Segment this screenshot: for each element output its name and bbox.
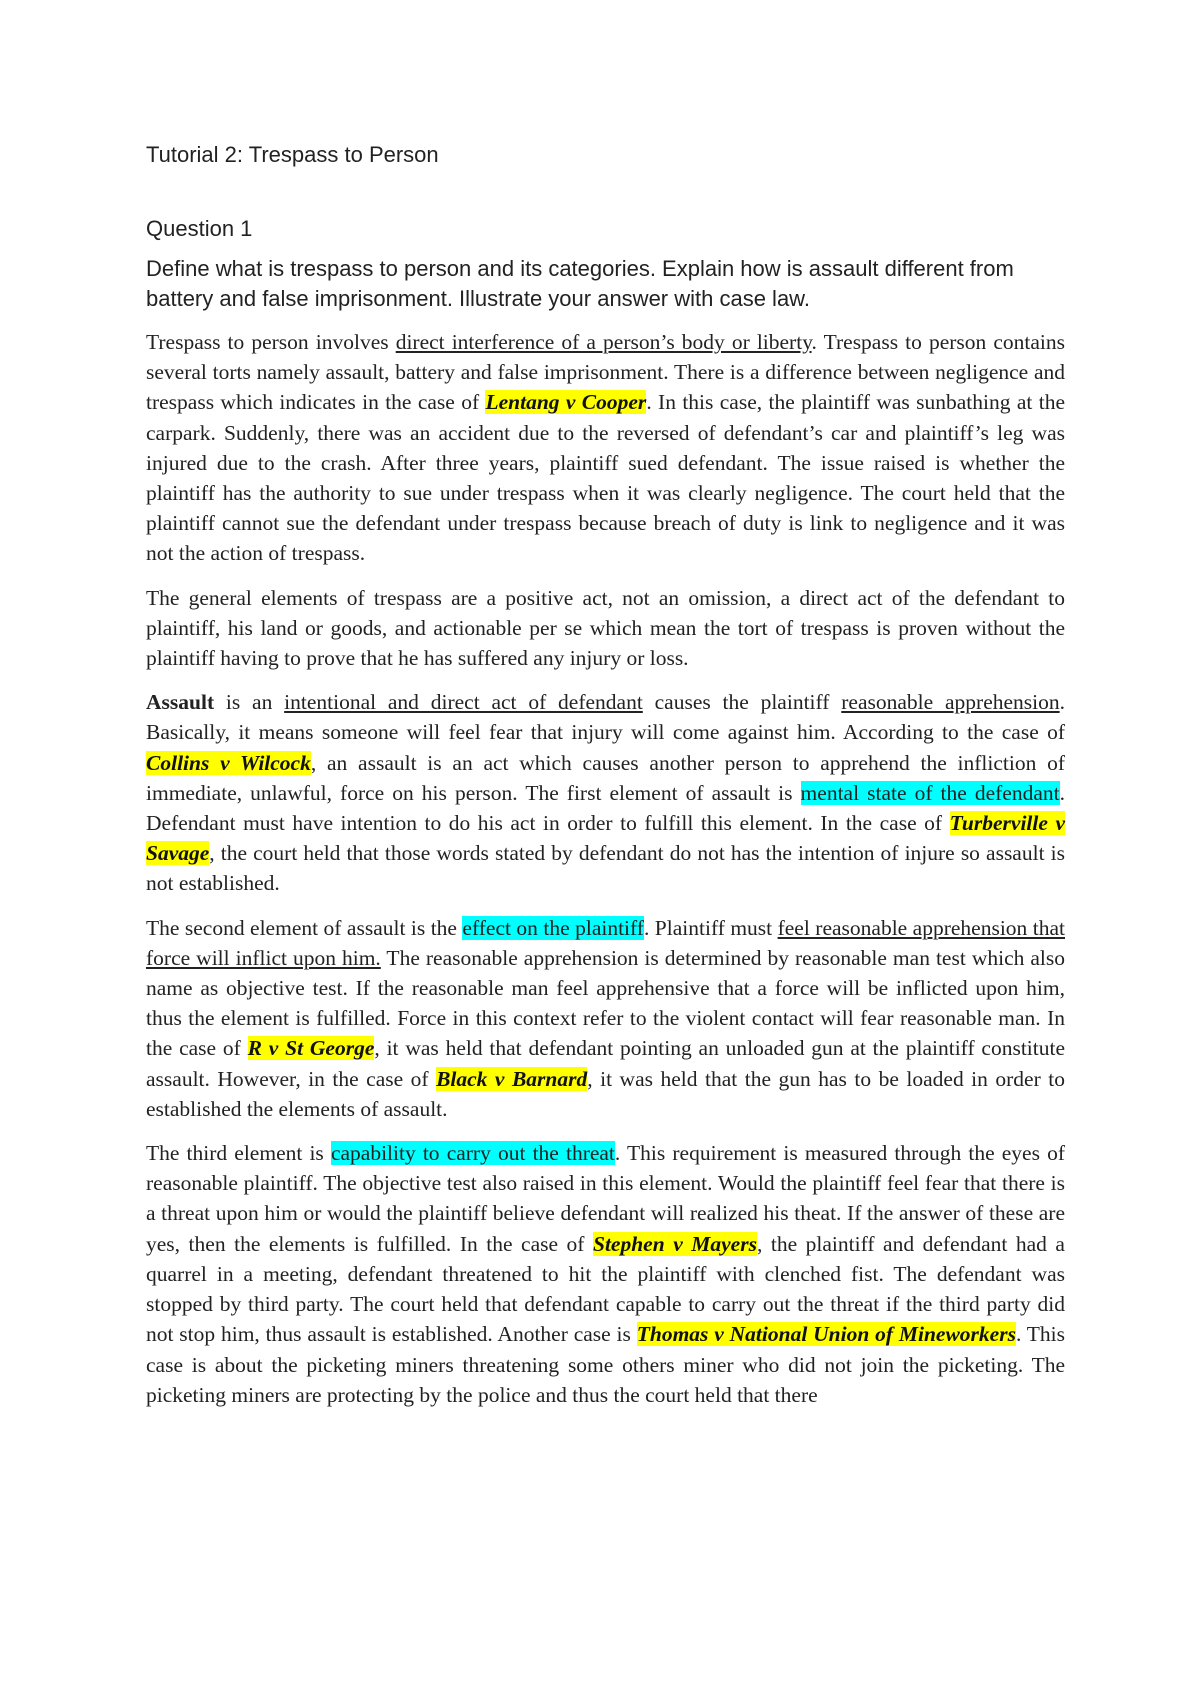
- text-run: . Basically, it means someone will feel fear that injury will come against him. According to the case of: [146, 690, 1065, 745]
- text-run: , the plaintiff and defendant had a quarrel in a meeting, defendant threatened to hit the plaintiff with clenched fist. The defendant was stopped by third party. The court held that defendant capable to carry out the threat if the third party did not stop him, thus assault is established. Another case is: [146, 1231, 1065, 1347]
- document-body: [146, 140, 1065, 1424]
- paragraph-trespass-definition: [146, 327, 1065, 569]
- paragraph-assault: [146, 687, 1065, 898]
- text-run: The third element is: [146, 1141, 331, 1166]
- text-run: The second element of assault is the: [146, 915, 463, 940]
- element-highlight: mental state of the defendant: [800, 780, 1060, 805]
- case-name-highlight: Thomas v National Union of Mineworkers: [636, 1322, 1016, 1347]
- text-run: . Defendant must have intention to do his act in order to fulfill this element. In the case of: [146, 780, 1065, 836]
- case-name-highlight: Turberville v Savage: [146, 811, 1065, 866]
- question-text: Define what is trespass to person and its categories. Explain how is assault different from battery and false imprisonment. Illustrate your answer with case law.: [146, 256, 1014, 311]
- underlined-phrase: feel reasonable apprehension that force will inflict upon him.: [146, 915, 1065, 970]
- paragraph-second-element: [146, 913, 1065, 1124]
- text-run: causes the plaintiff: [642, 690, 842, 715]
- underlined-phrase: reasonable apprehension: [841, 690, 1060, 715]
- case-name-highlight: R v St George: [247, 1036, 375, 1061]
- text-run: , the court held that those words stated by defendant do not has the intention of injure so assault is not established.: [146, 841, 1065, 896]
- question-heading: Question 1: [146, 216, 253, 241]
- text-run: . This case is about the picketing miners threatening some others miner who did not join the picketing. The picketing miners are protecting by the police and thus the court held that there: [146, 1322, 1066, 1407]
- case-name-highlight: Black v Barnard: [436, 1066, 588, 1091]
- text-run: is an: [214, 690, 285, 715]
- text-run: . Trespass to person contains several torts namely assault, battery and false imprisonment. There is a difference between negligence and trespass which indicates in the case of: [146, 330, 1065, 415]
- text-run: The reasonable apprehension is determined by reasonable man test which also name as objective test. If the reasonable man feel apprehensive that a force will be inflicted upon him, thus the element is fulfilled. Force in this context refer to the violent contact will fear reasonable man. In the case of: [146, 945, 1065, 1061]
- underlined-phrase: direct interference of a person’s body or liberty: [395, 330, 812, 354]
- text-run: . In this case, the plaintiff was sunbathing at the carpark. Suddenly, there was an accident due to the reversed of defendant’s car and plaintiff’s leg was injured due to the crash. After three years, plaintiff sued defendant. The issue raised is whether the plaintiff has the authority to sue under trespass when it was clearly negligence. The court held that the plaintiff cannot sue the defendant under trespass because breach of duty is link to negligence and it was not the action of trespass.: [146, 390, 1066, 566]
- element-highlight: capability to carry out the threat: [330, 1141, 615, 1166]
- element-highlight: effect on the plaintiff: [462, 915, 644, 940]
- bold-term: Assault: [146, 690, 215, 715]
- case-name-highlight: Collins v Wilcock: [146, 750, 311, 775]
- text-run: , it was held that the gun has to be loaded in order to established the elements of assault.: [146, 1066, 1065, 1121]
- paragraph-general-elements: The general elements of trespass are a positive act, not an omission, a direct act of the defendant to plaintiff, his land or goods, and actionable per se which mean the tort of trespass is proven without the plaintiff having to prove that he has suffered any injury or loss.: [146, 585, 1065, 671]
- case-name-highlight: Lentang v Cooper: [485, 390, 647, 415]
- text-run: . Plaintiff must: [643, 915, 778, 940]
- case-name-highlight: Stephen v Mayers: [593, 1231, 757, 1256]
- text-run: Trespass to person involves: [146, 330, 396, 354]
- paragraph-third-element: [146, 1138, 1065, 1410]
- page-title: Tutorial 2: Trespass to Person: [146, 142, 439, 167]
- text-run: , an assault is an act which causes another person to apprehend the infliction of immediate, unlawful, force on his person. The first element of assault is: [146, 750, 1066, 805]
- text-run: , it was held that defendant pointing an unloaded gun at the plaintiff constitute assault. However, in the case of: [146, 1036, 1066, 1091]
- text-run: . This requirement is measured through the eyes of reasonable plaintiff. The objective test also raised in this element. Would the plaintiff feel fear that there is a threat upon him or would the plaintiff believe defendant will realized his theat. If the answer of these are yes, then the elements is fulfilled. In the case of: [146, 1141, 1066, 1256]
- underlined-phrase: intentional and direct act of defendant: [284, 690, 643, 715]
